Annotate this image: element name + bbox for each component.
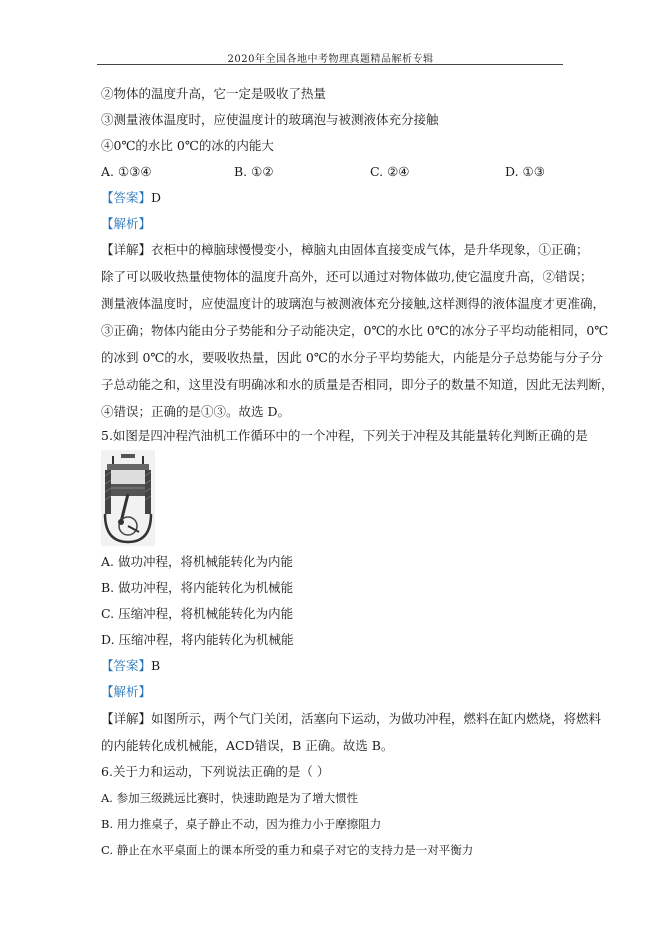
q4-statement-2: ②物体的温度升高，它一定是吸收了热量: [101, 86, 327, 101]
q5-analysis-tag: 【解析】: [101, 684, 152, 699]
q4-option-a: A. ①③④: [101, 164, 152, 179]
detail-text: 衣柜中的樟脑球慢慢变小，樟脑丸由固体直接变成气体，是升华现象，①正确；: [151, 242, 589, 257]
q4-answer: D: [151, 190, 162, 205]
q4-option-b: B. ①②: [234, 164, 274, 179]
q6-option-b: B. 用力推桌子，桌子静止不动，因为推力小于摩擦阻力: [101, 817, 382, 831]
detail-text: 如图所示，两个气门关闭，活塞向下运动，为做功冲程，燃料在缸内燃烧，将燃料: [151, 711, 602, 726]
q4-detail-line-3: 测量液体温度时，应使温度计的玻璃泡与被测液体充分接触,这样测得的液体温度才更准确，: [101, 296, 605, 311]
answer-tag: 【答案】: [101, 190, 152, 205]
q4-option-c: C. ②④: [370, 164, 410, 179]
q5-stem: 5.如图是四冲程汽油机工作循环中的一个冲程，下列关于冲程及其能量转化判断正确的是: [101, 428, 588, 443]
q5-detail-line-2: 的内能转化成机械能，ACD错误，B 正确。故选 B。: [101, 738, 394, 753]
q4-answer-line: [101, 190, 161, 206]
q4-detail-line-1: [101, 242, 589, 258]
q5-answer-line: [101, 658, 160, 674]
q4-detail-line-5: 的冰到 0℃的水，要吸收热量，因此 0℃的水分子平均势能大，内能是分子总势能与分子分: [101, 350, 603, 365]
answer-tag: 【答案】: [101, 658, 152, 673]
q4-detail-line-4: ③正确；物体内能由分子势能和分子动能决定，0℃的水比 0℃的冰分子平均动能相同，0℃: [101, 323, 609, 338]
page-header: 2020年全国各地中考物理真题精品解析专辑: [227, 54, 434, 65]
q4-detail-line-7: ④错误；正确的是①③。故选 D。: [101, 404, 290, 419]
q5-option-a: A. 做功冲程，将机械能转化为内能: [101, 554, 293, 569]
q5-detail-line-1: [101, 711, 602, 727]
q5-option-c: C. 压缩冲程，将机械能转化为内能: [101, 606, 294, 621]
q6-stem: 6.关于力和运动，下列说法正确的是（ ）: [101, 764, 330, 779]
q4-analysis-tag: 【解析】: [101, 216, 152, 231]
q4-statement-3: ③测量液体温度时，应使温度计的玻璃泡与被测液体充分接触: [101, 112, 439, 127]
q6-option-c: C. 静止在水平桌面上的课本所受的重力和桌子对它的支持力是一对平衡力: [101, 843, 474, 857]
q4-detail-line-6: 子总动能之和，这里没有明确冰和水的质量是否相同，即分子的数量不知道，因此无法判断，: [101, 377, 614, 392]
header-divider: [97, 64, 563, 65]
detail-tag: 【详解】: [101, 242, 152, 257]
engine-cylinder-diagram: [101, 450, 155, 546]
detail-tag: 【详解】: [101, 711, 152, 726]
q4-statement-4: ④0℃的水比 0℃的冰的内能大: [101, 138, 274, 153]
q6-option-a: A. 参加三级跳远比赛时，快速助跑是为了增大惯性: [101, 791, 359, 805]
q4-option-d: D. ①③: [505, 164, 545, 179]
q5-answer: B: [151, 658, 161, 673]
q5-option-b: B. 做功冲程，将内能转化为机械能: [101, 580, 294, 595]
q5-option-d: D. 压缩冲程，将内能转化为机械能: [101, 632, 294, 647]
q4-detail-line-2: 除了可以吸收热量使物体的温度升高外，还可以通过对物体做功,使它温度升高，②错误；: [101, 269, 593, 284]
